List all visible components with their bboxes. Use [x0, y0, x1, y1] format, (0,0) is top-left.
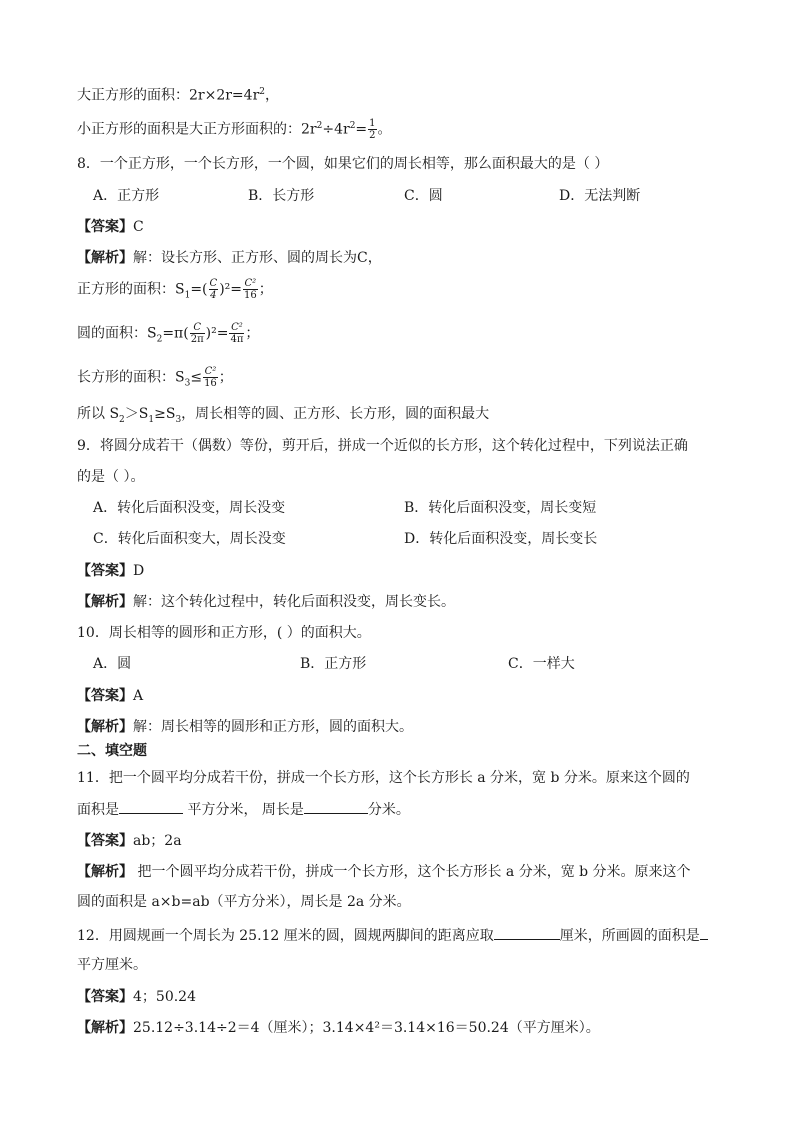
subscript: 1: [148, 414, 155, 425]
text: ；: [218, 369, 233, 386]
analysis-text: 解：这个转化过程中，转化后面积没变，周长变长。: [133, 594, 455, 610]
text: 所以 S: [77, 406, 120, 422]
answer-tag: 【答案】: [77, 989, 133, 1005]
subscript: 2: [156, 334, 163, 345]
analysis-tag: 【解析】: [77, 719, 133, 735]
superscript: 2: [259, 87, 265, 97]
text: 大正方形的面积：2r×2r=4r: [77, 87, 260, 104]
question-11-stem-2: [77, 799, 410, 820]
analysis-tag: 【解析】: [77, 594, 133, 610]
answer-value: ab；2a: [133, 833, 182, 849]
fill-blank[interactable]: [304, 799, 368, 814]
text: ＞S: [124, 406, 149, 422]
text: =: [355, 121, 368, 138]
numerator: C²: [244, 278, 257, 289]
q10-answer: [77, 686, 143, 706]
text: 厘米，所画圆的面积是: [559, 928, 700, 944]
q8-answer: [77, 217, 144, 237]
denominator: 2π: [190, 334, 204, 345]
numerator: C²: [231, 322, 243, 333]
numerator: C: [190, 322, 205, 334]
analysis-tag: 【解析】: [77, 250, 133, 266]
analysis-tag: 【解析】: [77, 864, 133, 880]
fraction: [229, 322, 244, 345]
analysis-text: 25.12÷3.14÷2＝4（厘米）；3.14×4²＝3.14×16＝50.24（平方厘米）。: [133, 1020, 600, 1036]
q8-conclusion: [77, 404, 489, 430]
q8-circle-area: [77, 322, 259, 349]
analysis-text: 把一个圆平均分成若干份，拼成一个长方形，这个长方形长 a 分米，宽 b 分米。原来这个: [133, 864, 691, 880]
question-12-stem-1: [77, 925, 708, 946]
question-9-stem-2: 的是（ ）。: [77, 469, 145, 485]
denominator: 16: [244, 290, 257, 301]
text: 。: [377, 121, 392, 138]
q8-option-c: C．圆: [404, 188, 443, 204]
text: 圆的面积：S: [77, 325, 157, 342]
fill-blank[interactable]: [700, 925, 708, 940]
answer-value: 4；50.24: [133, 989, 196, 1005]
q11-answer: [77, 831, 182, 851]
area-small-square-line: [77, 116, 392, 141]
text: ，周长相等的圆、正方形、长方形，圆的面积最大: [181, 406, 490, 422]
text: =(: [190, 281, 208, 298]
question-9-stem-1: 9．将圆分成若干（偶数）等份，剪开后，拼成一个近似的长方形，这个转化过程中，下列说法正确: [77, 438, 688, 454]
text: 面积是: [77, 802, 119, 818]
subscript: 1: [184, 290, 191, 301]
answer-tag: 【答案】: [77, 219, 133, 235]
question-11-stem-1: 11．把一个圆平均分成若干份，拼成一个长方形，这个长方形长 a 分米，宽 b 分米。原来这个圆的: [77, 770, 690, 786]
text: ，: [265, 87, 279, 104]
question-10-stem: 10．周长相等的圆形和正方形，( ）的面积大。: [77, 625, 371, 641]
denominator: 4: [210, 290, 217, 301]
text: 分米。: [367, 802, 410, 818]
question-12-stem-2: 平方厘米。: [77, 957, 147, 973]
numerator: C: [209, 278, 218, 289]
fraction: [209, 278, 219, 301]
subscript: 3: [175, 414, 182, 425]
question-8-stem: 8．一个正方形，一个长方形，一个圆，如果它们的周长相等，那么面积最大的是（ ）: [77, 156, 609, 172]
fill-blank[interactable]: [494, 925, 560, 940]
denominator: 4π: [230, 334, 244, 345]
q8-option-d: D．无法判断: [559, 188, 641, 204]
text: 12．用圆规画一个周长为 25.12 厘米的圆，圆规两脚间的距离应取: [77, 928, 494, 944]
superscript: 2: [349, 121, 356, 131]
analysis-text: 解：周长相等的圆形和正方形，圆的面积大。: [133, 719, 413, 735]
q10-option-c: C．一样大: [508, 656, 575, 672]
denominator: 2: [369, 130, 376, 142]
q12-analysis: [77, 1018, 600, 1038]
text: ；: [258, 281, 273, 298]
text: )²=: [219, 281, 242, 298]
fraction: [243, 278, 258, 301]
text: 小正方形的面积是大正方形面积的：2r: [77, 121, 317, 138]
answer-tag: 【答案】: [77, 563, 133, 579]
q11-analysis-1: [77, 862, 691, 882]
q12-answer: [77, 987, 196, 1007]
answer-value: C: [133, 219, 144, 235]
answer-tag: 【答案】: [77, 833, 133, 849]
subscript: 3: [184, 378, 191, 389]
q8-option-b: B．长方形: [248, 188, 315, 204]
answer-value: D: [133, 563, 145, 579]
text: 长方形的面积：S: [77, 369, 185, 386]
section-title-fill-in: 二、填空题: [77, 743, 147, 759]
analysis-text: 解：设长方形、正方形、圆的周长为C，: [133, 250, 382, 266]
superscript: 2: [316, 121, 323, 131]
q11-analysis-2: 圆的面积是 a×b=ab（平方分米），周长是 2a 分米。: [77, 894, 411, 910]
numerator: C²: [204, 366, 217, 377]
q9-answer: [77, 561, 144, 581]
fraction: [190, 322, 205, 345]
q10-option-a: A．圆: [93, 656, 132, 672]
q10-option-b: B．正方形: [300, 656, 367, 672]
subscript: 2: [119, 414, 125, 425]
text: )²=: [205, 325, 229, 342]
text: ≤: [190, 369, 203, 386]
q9-analysis: [77, 592, 455, 612]
q10-analysis: [77, 717, 413, 737]
numerator: 1: [369, 118, 376, 130]
answer-tag: 【答案】: [77, 688, 133, 704]
q9-option-c: C．转化后面积变大，周长没变: [93, 531, 286, 547]
q8-rect-area: [77, 366, 233, 393]
text: 正方形的面积：S: [77, 281, 185, 298]
text: ÷4r: [322, 121, 350, 138]
fraction: [203, 366, 218, 389]
fill-blank[interactable]: [119, 799, 183, 814]
text: ≥S: [154, 406, 176, 422]
q8-option-a: A．正方形: [93, 188, 160, 204]
text: 平方分米， 周长是: [183, 802, 304, 818]
denominator: 16: [204, 378, 217, 389]
q9-option-d: D．转化后面积没变，周长变长: [404, 531, 598, 547]
text: ；: [245, 325, 260, 342]
analysis-tag: 【解析】: [77, 1020, 133, 1036]
q9-option-b: B．转化后面积没变，周长变短: [404, 500, 597, 516]
q8-square-area: [77, 278, 273, 305]
area-large-square-line: [77, 82, 279, 106]
answer-value: A: [133, 688, 144, 704]
q8-analysis: [77, 248, 382, 268]
text: =π(: [162, 325, 189, 342]
fraction: [368, 118, 376, 141]
q9-option-a: A．转化后面积没变，周长没变: [93, 500, 286, 516]
